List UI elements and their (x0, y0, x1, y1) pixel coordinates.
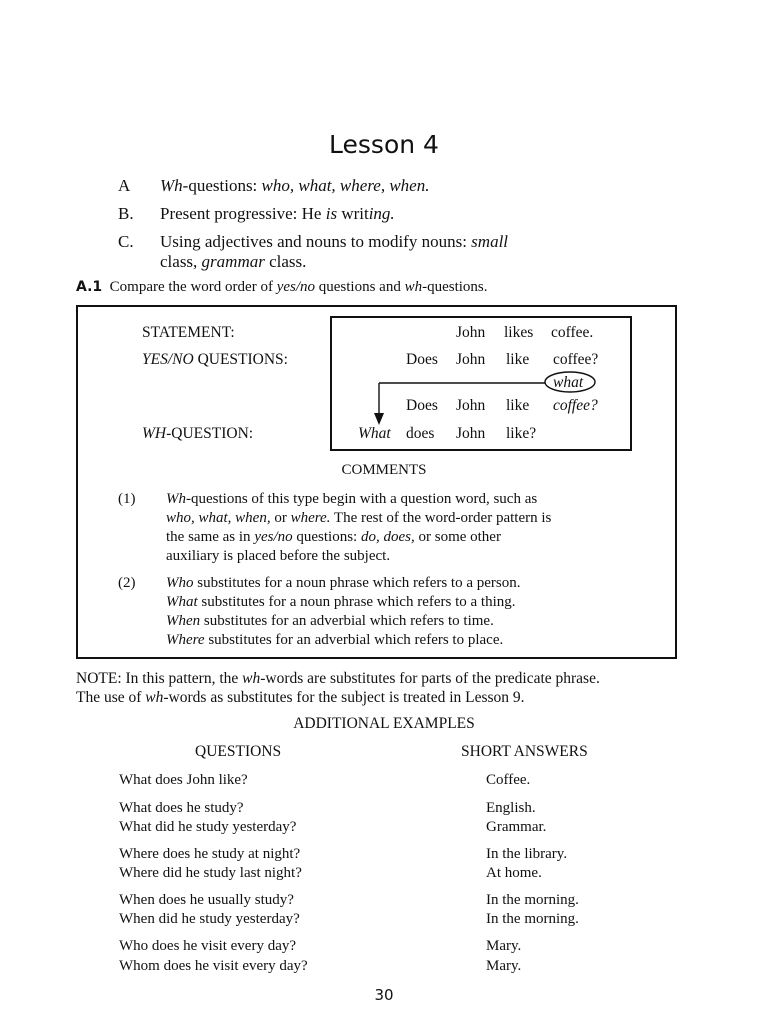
yesno-label: YES/NO QUESTIONS: (142, 351, 288, 368)
word: Does (406, 351, 438, 368)
example-question: Who does he visit every day? (119, 938, 297, 954)
example-question: What did he study yesterday? (119, 819, 297, 835)
word: John (456, 324, 486, 341)
note: NOTE: In this pattern, the wh-words are substitutes for parts of the predicate phrase. The use of wh-words as substitutes for the subject is treated in Lesson 9. (76, 670, 600, 706)
example-question: Where did he study last night? (119, 865, 302, 881)
word: does (406, 425, 435, 442)
word: like? (506, 425, 537, 442)
circled-word: what (553, 374, 584, 391)
additional-examples-heading: ADDITIONAL EXAMPLES (293, 715, 475, 732)
example-question: What does John like? (119, 772, 248, 788)
questions-column-header: QUESTIONS (195, 743, 282, 760)
example-answer: Coffee. (486, 772, 531, 788)
word: like (506, 397, 530, 414)
example-question: What does he study? (119, 800, 244, 816)
page-number: 30 (374, 986, 394, 1004)
example-question: Whom does he visit every day? (119, 958, 308, 974)
objective-b: B. Present progressive: He is writing. (118, 204, 395, 223)
example-answer: In the morning. (486, 892, 579, 908)
lesson-title: Lesson 4 (329, 130, 439, 159)
example-answer: In the library. (486, 846, 568, 862)
example-answer: At home. (486, 865, 542, 881)
example-answer: In the morning. (486, 911, 579, 927)
word: John (456, 425, 486, 442)
word: John (456, 397, 486, 414)
word: coffee? (553, 351, 599, 368)
example-answer: Mary. (486, 938, 522, 954)
word: likes (504, 324, 534, 341)
example-answer: Grammar. (486, 819, 547, 835)
word: What (358, 425, 391, 442)
statement-label: STATEMENT: (142, 324, 235, 341)
example-question: When does he usually study? (119, 892, 294, 908)
objective-a: A Wh-questions: who, what, where, when. (118, 176, 430, 195)
word: coffee. (551, 324, 594, 341)
comment-2: (2) Who substitutes for a noun phrase which refers to a person. What substitutes for a noun phrase which refers to a thing. When substitutes for an adverbial which refers to time. Where substitutes for an adverbial which refers to place. (118, 575, 521, 648)
wh-label: WH-QUESTION: (142, 425, 254, 442)
example-question: Where does he study at night? (119, 846, 301, 862)
word: Does (406, 397, 438, 414)
objective-c: C. Using adjectives and nouns to modify nouns: small class, grammar class. (118, 232, 509, 271)
example-answer: Mary. (486, 958, 522, 974)
example-question: When did he study yesterday? (119, 911, 300, 927)
word: coffee? (553, 397, 598, 414)
word: John (456, 351, 486, 368)
comment-1: (1) Wh-questions of this type begin with a question word, such as who, what, when, or where. The rest of the word-order pattern is the same as in yes/no questions: do, does, or some other auxiliary is placed before the subject. (118, 491, 552, 564)
word: like (506, 351, 530, 368)
section-a1-intro: A.1 Compare the word order of yes/no questions and wh-questions. (76, 279, 488, 295)
comments-heading: COMMENTS (341, 462, 427, 478)
short-answers-column-header: SHORT ANSWERS (461, 743, 588, 760)
example-answer: English. (486, 800, 536, 816)
